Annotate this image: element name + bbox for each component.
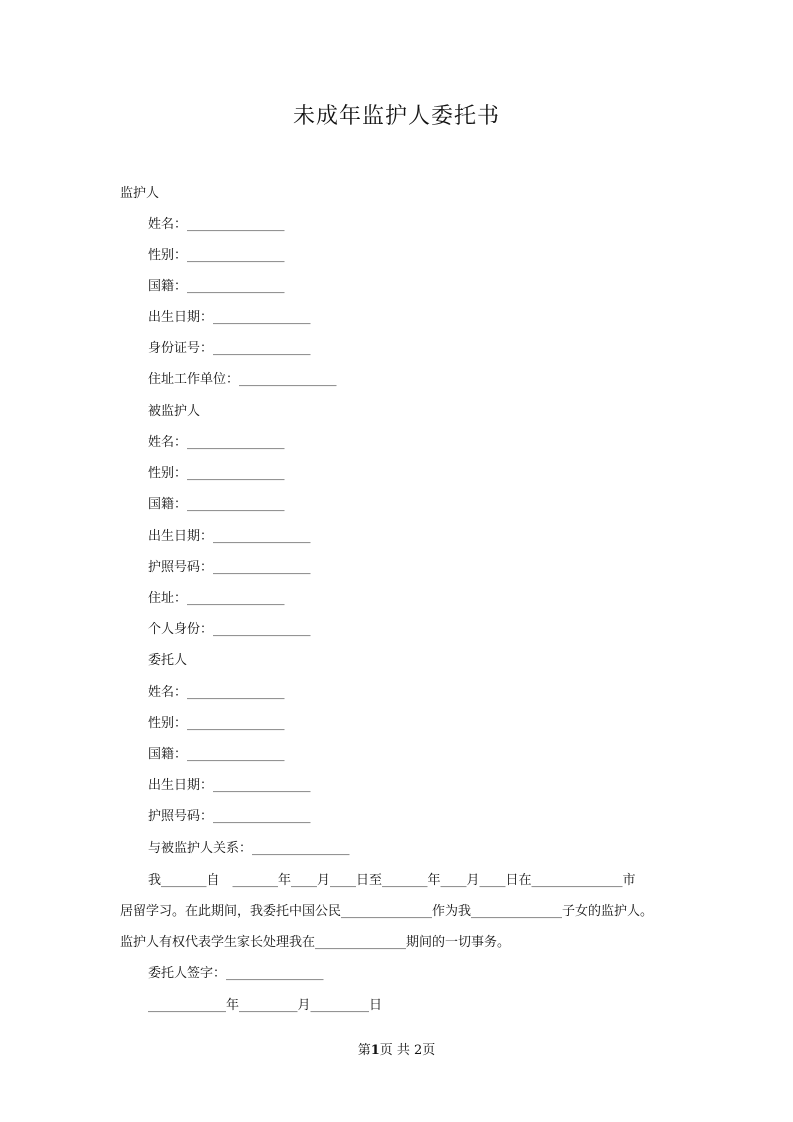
ward-nationality-field: 国籍：_______________	[148, 497, 285, 512]
principal-birthdate-field: 出生日期：_______________	[148, 778, 311, 793]
current-page-number: 1	[370, 1043, 380, 1058]
guardian-gender-field: 性别：_______________	[148, 248, 285, 263]
principal-nationality-field: 国籍：_______________	[148, 747, 285, 762]
statement-line-2: 居留学习。在此期间，我委托中国公民______________作为我______________子女的监护人。	[120, 904, 654, 919]
ward-passport-field: 护照号码：_______________	[148, 560, 311, 575]
ward-identity-field: 个人身份：_______________	[148, 622, 311, 637]
ward-name-field: 姓名：_______________	[148, 435, 285, 450]
section-heading-guardian: 监护人	[120, 186, 160, 201]
guardian-name-field: 姓名：_______________	[148, 217, 285, 232]
principal-relationship-field: 与被监护人关系：_______________	[148, 841, 350, 856]
guardian-nationality-field: 国籍：_______________	[148, 279, 285, 294]
footer-middle: 页 共	[379, 1043, 415, 1058]
principal-passport-field: 护照号码：_______________	[148, 809, 311, 824]
guardian-address-employer-field: 住址工作单位：_______________	[148, 372, 337, 387]
section-heading-ward: 被监护人	[148, 404, 201, 419]
document-title: 未成年监护人委托书	[292, 104, 500, 129]
date-field: ____________年_________月_________日	[148, 998, 383, 1013]
section-heading-principal: 委托人	[148, 653, 188, 668]
footer-prefix: 第	[357, 1043, 371, 1058]
principal-name-field: 姓名：_______________	[148, 685, 285, 700]
footer-suffix: 页	[422, 1043, 436, 1058]
statement-line-1: 我_______自 _______年____月____日至_______年____月____日在______________市	[148, 873, 636, 888]
page-footer	[0, 1042, 793, 1060]
guardian-birthdate-field: 出生日期：_______________	[148, 310, 311, 325]
total-page-number: 2	[414, 1043, 423, 1058]
ward-birthdate-field: 出生日期：_______________	[148, 529, 311, 544]
ward-gender-field: 性别：_______________	[148, 466, 285, 481]
principal-signature-field: 委托人签字：_______________	[148, 966, 324, 981]
statement-line-3: 监护人有权代表学生家长处理我在______________期间的一切事务。	[120, 935, 511, 950]
guardian-id-number-field: 身份证号：_______________	[148, 341, 311, 356]
principal-gender-field: 性别：_______________	[148, 716, 285, 731]
ward-address-field: 住址：_______________	[148, 591, 285, 606]
